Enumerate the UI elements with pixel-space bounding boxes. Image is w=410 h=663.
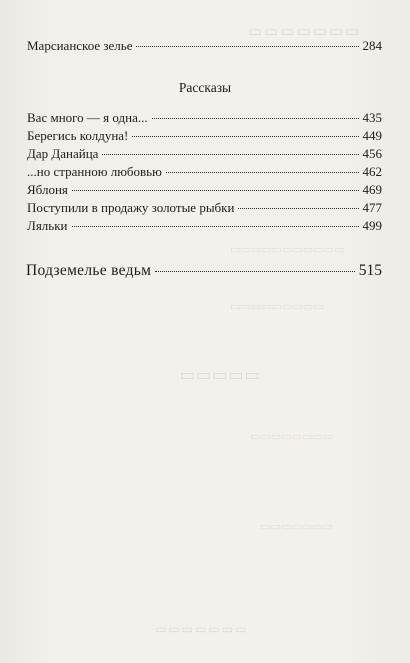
toc-entry bbox=[27, 164, 382, 180]
toc-major-entry-page: 515 bbox=[358, 262, 382, 279]
toc-entry-title: Поступили в продажу золотые рыбки bbox=[27, 200, 235, 215]
dot-leader bbox=[166, 172, 359, 173]
section-heading: Рассказы bbox=[178, 80, 232, 95]
reverse-side-header-bleed: ▭▭▭▭▭▭▭ bbox=[248, 24, 362, 40]
reverse-side-heading-bleed: ▭▭▭▭▭ bbox=[180, 367, 261, 384]
toc-entry bbox=[27, 110, 382, 126]
toc-entry-title: Берегись колдуна! bbox=[27, 128, 129, 143]
toc-entry bbox=[27, 182, 382, 198]
toc-major-entry-title: Подземелье ведьм bbox=[26, 262, 152, 279]
dot-leader bbox=[132, 136, 358, 137]
dot-leader bbox=[155, 271, 354, 272]
toc-entry-title: Вас много — я одна... bbox=[27, 110, 148, 125]
reverse-side-text-bleed: ▭▭▭▭▭▭▭▭ bbox=[250, 431, 334, 443]
toc-entry-page: 499 bbox=[362, 218, 382, 233]
toc-entry-page: 477 bbox=[362, 200, 382, 215]
reverse-side-footer-bleed: ▭▭▭▭▭▭▭ bbox=[155, 622, 249, 636]
toc-entry-page: 284 bbox=[362, 38, 382, 53]
reverse-side-text-bleed: ▭▭▭▭▭▭▭▭▭▭▭ bbox=[230, 244, 345, 256]
toc-entry bbox=[27, 128, 382, 144]
dot-leader bbox=[238, 208, 358, 209]
toc-entry-page: 435 bbox=[362, 110, 382, 125]
dot-leader bbox=[72, 190, 359, 191]
dot-leader bbox=[72, 226, 359, 227]
toc-entry-title: Яблоня bbox=[27, 182, 68, 197]
reverse-side-text-bleed: ▭▭▭▭▭▭▭▭▭ bbox=[230, 301, 324, 313]
toc-entry bbox=[27, 146, 382, 162]
toc-entry bbox=[27, 200, 382, 216]
toc-entry bbox=[27, 38, 382, 54]
dot-leader bbox=[136, 46, 358, 47]
toc-entry-title: Дар Данайца bbox=[27, 146, 99, 161]
toc-entry-page: 462 bbox=[362, 164, 382, 179]
toc-entry-page: 449 bbox=[362, 128, 382, 143]
toc-entry-page: 456 bbox=[362, 146, 382, 161]
dot-leader bbox=[102, 154, 358, 155]
toc-entry-title: ...но странною любовью bbox=[27, 164, 162, 179]
toc-entry bbox=[27, 218, 382, 234]
toc-entry-title: Марсианское зелье bbox=[27, 38, 133, 53]
dot-leader bbox=[152, 118, 359, 119]
toc-major-entry bbox=[26, 262, 382, 280]
toc-entry-page: 469 bbox=[362, 182, 382, 197]
reverse-side-text-bleed: ▭▭▭▭▭▭▭ bbox=[260, 521, 333, 533]
toc-entry-title: Ляльки bbox=[27, 218, 68, 233]
